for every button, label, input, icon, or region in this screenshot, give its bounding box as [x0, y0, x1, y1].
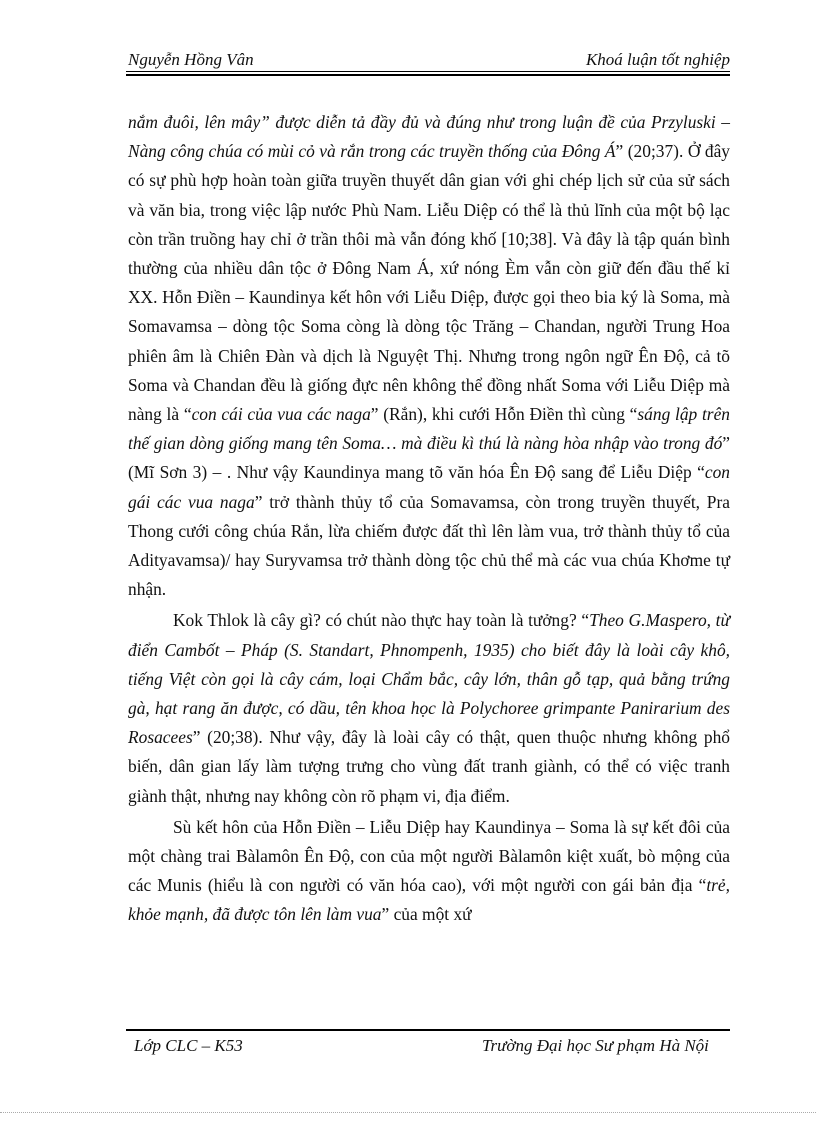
- italic-run: Theo G.Maspero, từ điển Cambốt – Pháp (S. Standart, Phnompenh, 1935) cho biết đây là loài cây khô, tiếng Việt còn gọi là cây cám, loại Chẩm bắc, cây lớn, thân gỗ tạp, quả bằng trứng gà, hạt rang ăn được, có dầu, tên khoa học là Polychoree grimpante Panirarium des Rosacees: [128, 610, 730, 748]
- footer-rule: [126, 1029, 730, 1031]
- footer-school: Trường Đại học Sư phạm Hà Nội: [482, 1036, 709, 1055]
- text-run: ” (20;37). Ở đây có sự phù hợp hoàn toàn giữa truyền thuyết dân gian với ghi chép lịch sử của sử sách và văn bia, trong việc lập nước Phù Nam. Liễu Diệp có thể là thủ lĩnh của một bộ lạc còn trần truồng hay chỉ ở trần thôi mà vẫn đóng khố [10;38]. Và đây là tập quán bình thường của nhiều dân tộc ở Đông Nam Á, xứ nóng Èm vẫn còn giữ đến đầu thế kỉ XX. Hỗn Điền – Kaundinya kết hôn với Liễu Diệp, được gọi theo bia ký là Soma, mà Somavamsa – dòng tộc Soma còng là dòng tộc Trăng – Chandan, người Trung Hoa phiên âm là Chiên Đàn và dịch là Nguyệt Thị. Nhưng trong ngôn ngữ Ên Độ, cả tõ Soma và Chandan đều là giống đực nên không thể đồng nhất Soma với Liễu Diệp mà nàng là “: [128, 141, 730, 425]
- text-run: ” của một xứ: [381, 904, 472, 925]
- italic-run: sáng lập trên thế gian dòng giống mang tên Soma… mà điều kì thú là nàng hòa nhập vào trong đó: [128, 404, 730, 454]
- text-run: Sù kết hôn của Hỗn Điền – Liễu Diệp hay Kaundinya – Soma là sự kết đôi của một chàng trai Bàlamôn Ên Độ, con của một người Bàlamôn kiệt xuất, bò mộng của các Munis (hiểu là con người có văn hóa cao), với một người con gái bản địa “: [128, 816, 730, 896]
- text-run: ” (Mĩ Sơn 3) – . Như vậy Kaundinya mang tõ văn hóa Ên Độ sang để Liễu Diệp “: [128, 433, 730, 483]
- header-author: Nguyễn Hồng Vân: [128, 50, 254, 69]
- italic-run: con cái của vua các naga: [191, 404, 371, 425]
- paragraph: [128, 813, 730, 930]
- paragraph: [128, 606, 730, 810]
- text-run: ” (Rắn), khi cưới Hỗn Điền thì cùng “: [370, 404, 638, 425]
- body-text: [128, 108, 730, 930]
- paragraph: [128, 108, 730, 604]
- text-run: Kok Thlok là cây gì? có chút nào thực hay toàn là tưởng? “: [173, 610, 590, 631]
- header-doc-type: Khoá luận tốt nghiệp: [585, 50, 730, 69]
- italic-run: nắm đuôi, lên mây” được diễn tả đầy đủ và đúng như trong luận đề của Przyluski – Nàng công chúa có mùi cỏ và rắn trong các truyền thống của Đông Á: [128, 112, 730, 162]
- page-edge-dots: [0, 1112, 816, 1113]
- header-rule-thin: [126, 71, 730, 72]
- text-run: ” (20;38). Như vậy, đây là loài cây có thật, quen thuộc nhưng không phổ biến, dân gian lấy làm tượng trưng cho vùng đất tranh giành, có thể có việc tranh giành thật, nhưng nay không còn rõ phạm vi, địa điểm.: [128, 727, 730, 806]
- italic-run: con gái các vua naga: [128, 462, 730, 512]
- footer-class-label: Lớp CLC – K53: [134, 1036, 243, 1055]
- italic-run: trẻ, khỏe mạnh, đã được tôn lên làm vua: [128, 875, 730, 925]
- text-run: ” trở thành thủy tổ của Somavamsa, còn trong truyền thuyết, Pra Thong cưới công chúa Rắn, lừa chiếm được đất thì lên làm vua, trở thành thủy tổ của Adityavamsa)/ hay Suryvamsa trở thành dòng tộc chủ thể mà các vua chúa Khơme tự nhận.: [128, 491, 730, 600]
- header-rule-thick: [126, 74, 730, 76]
